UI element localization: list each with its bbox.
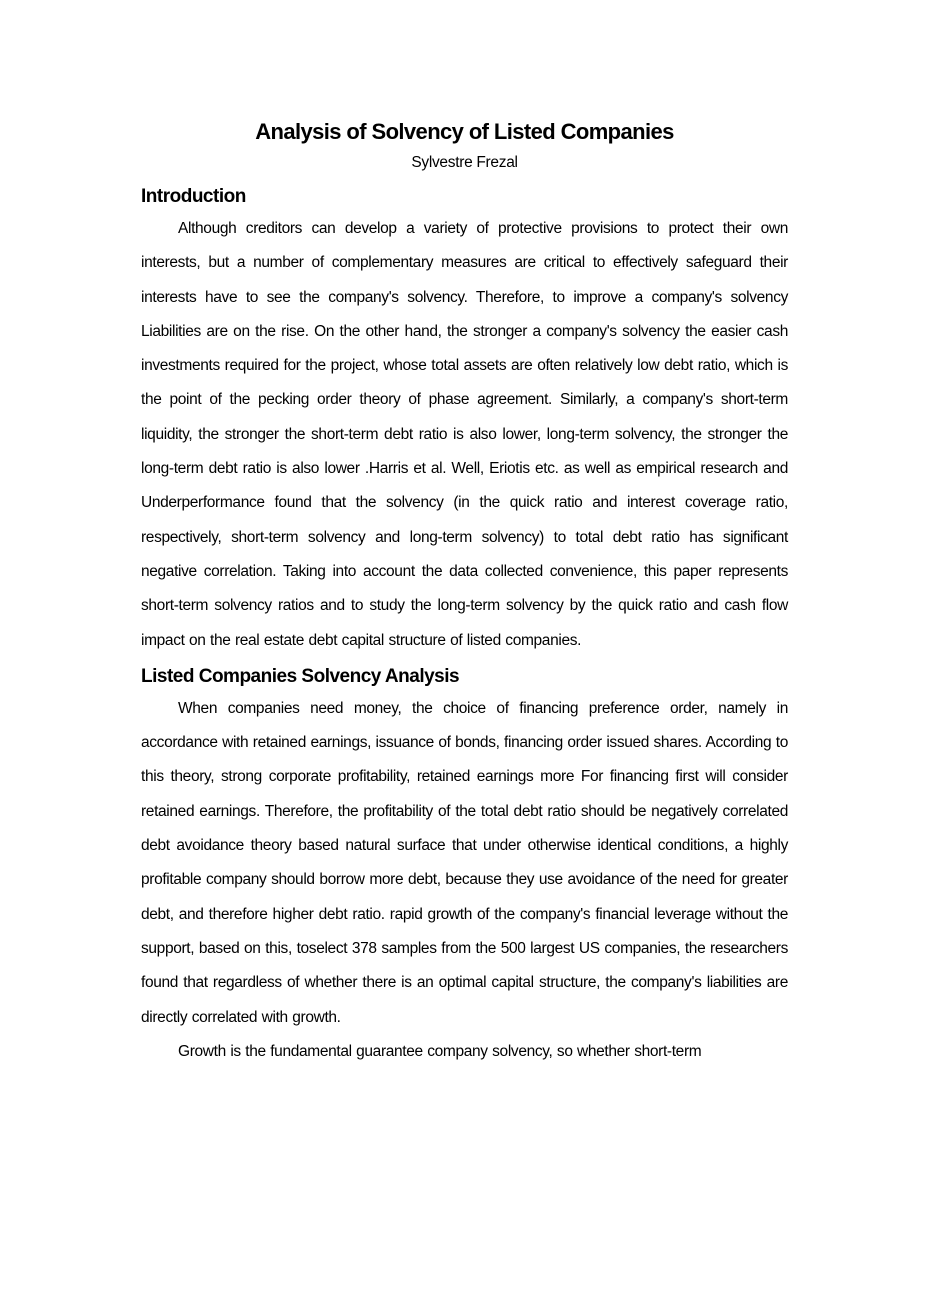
solvency-analysis-paragraph-2: Growth is the fundamental guarantee company solvency, so whether short-term bbox=[178, 1042, 702, 1060]
section-heading-solvency-analysis: Listed Companies Solvency Analysis bbox=[141, 665, 460, 687]
introduction-paragraph: Although creditors can develop a variety of protective provisions to protect their own interests, but a number of complementary measures are critical to effectively safeguard their interests have to see the company's solvency. Therefore, to improve a company's solvency Liabilities are on the rise. On the other hand, the stronger a company's solvency the easier cash investments required for the project, whose total assets are often relatively low debt ratio, which is the point of the pecking order theory of phase agreement. Similarly, a company's short-term liquidity, the stronger the short-term debt ratio is also lower, long-term solvency, the stronger the long-term debt ratio is also lower .Harris et al. Well, Eriotis etc. as well as empirical research and Underperformance found that the solvency (in the quick ratio and interest coverage ratio, respectively, short-term solvency and long-term solvency) to total debt ratio has significant negative correlation. Taking into account the data collected convenience, this paper represents short-term solvency ratios and to study the long-term solvency by the quick ratio and cash flow impact on the real estate debt capital structure of listed companies. bbox=[141, 220, 788, 649]
paper-author: Sylvestre Frezal bbox=[411, 154, 518, 171]
paper-page bbox=[141, 116, 788, 1069]
section-heading-introduction: Introduction bbox=[141, 186, 246, 207]
paper-title: Analysis of Solvency of Listed Companies bbox=[255, 119, 674, 144]
solvency-analysis-paragraph-1: When companies need money, the choice of financing preference order, namely in accordance with retained earnings, issuance of bonds, financing order issued shares. According to this theory, strong corporate profitability, retained earnings more For financing first will consider retained earnings. Therefore, the profitability of the total debt ratio should be negatively correlated debt avoidance theory based natural surface that under otherwise identical conditions, a highly profitable company should borrow more debt, because they use avoidance of the need for greater debt, and therefore higher debt ratio. rapid growth of the company's financial leverage without the support, based on this, toselect 378 samples from the 500 largest US companies, the researchers found that regardless of whether there is an optimal capital structure, the company's liabilities are directly correlated with growth. bbox=[141, 699, 788, 1026]
